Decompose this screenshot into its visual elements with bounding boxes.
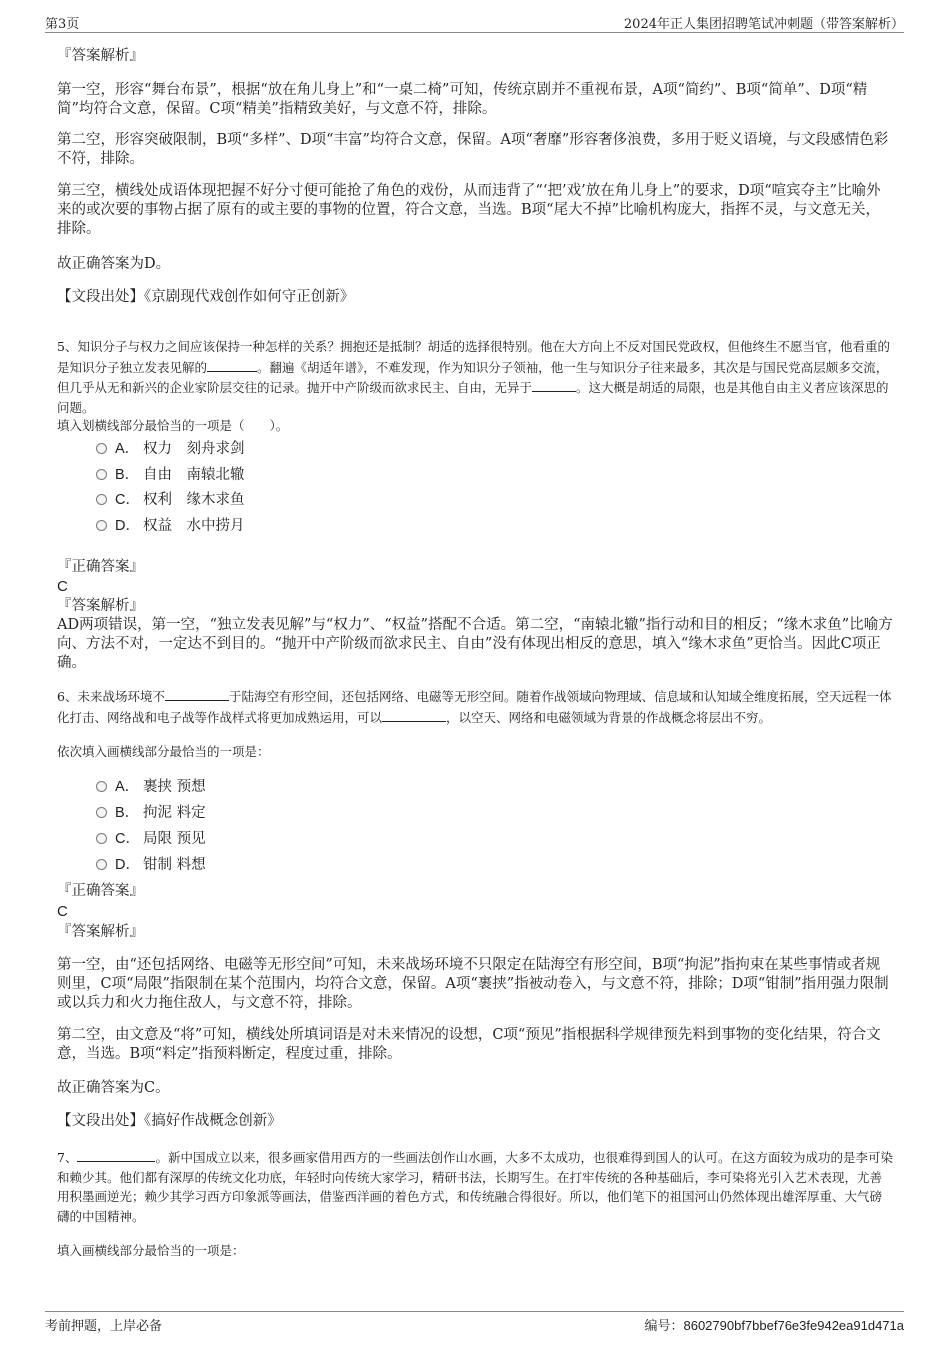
q5-analysis-label: 『答案解析』 [57, 598, 144, 614]
q5-stem [57, 337, 893, 417]
q6-option-a[interactable] [96, 777, 206, 797]
q6-analysis-p2: 第二空，由文意及“将”可知，横线处所填词语是对未来情况的设想，C项“预见”指根据科学规律预先料到事物的变化结果，符合文意，当选。B项“料定”指预料断定，程度过重，排除。 [57, 1027, 881, 1062]
page-number: 第3页 [45, 17, 80, 32]
q6-conclusion: 故正确答案为C。 [57, 1080, 170, 1096]
q5-blank-2 [532, 377, 576, 392]
q6-option-c[interactable] [96, 829, 206, 849]
radio-icon[interactable] [96, 443, 107, 454]
option-letter: A． [115, 441, 140, 457]
radio-icon[interactable] [96, 807, 107, 818]
q4-analysis-p3: 第三空，横线处成语体现把握不好分寸便可能抢了角色的戏份，从而违背了“‘把’戏’放在角儿身上”的要求，D项“喧宾夺主”比喻外来的或次要的事物占据了原有的或主要的事物的位置，符合文意，当选。B项“尾大不掉”比喻机构庞大，指挥不灵，与文意无关，排除。 [57, 183, 881, 237]
page-header [45, 12, 904, 33]
q6-blank-1 [165, 686, 229, 701]
q5-stem-part: 5、知识分子与权力之间应该保持一种怎样的关系？拥抱还是抵制？胡适的选择很特别。他在大方向上不反对国民党政权，但他终生不愿当官，他看重的是知识分子独立发表见解的 [57, 339, 890, 375]
q6-stem [57, 686, 893, 727]
option-letter: D． [115, 518, 140, 534]
q6-correct-label: 『正确答案』 [57, 883, 144, 899]
footer-slogan: 考前押题，上岸必备 [45, 1319, 163, 1334]
q6-source [57, 1112, 893, 1131]
q6-stem-part: ，以空天、网络和电磁领域为背景的作战概念将层出不穷。 [446, 709, 772, 725]
q4-analysis-p2: 第二空，形容突破限制，B项“多样”、D项“丰富”均符合文意，保留。A项“奢靡”形容奢侈浪费，多用于贬义语境，与文段感情色彩不符，排除。 [57, 132, 889, 167]
page-footer [45, 1311, 904, 1340]
q6-stem-part: 于陆海空有形空间，还包括网络、电磁等无形空间。随着作战领域向物理域、信息域和认知域全维度拓展，空天远程一体化打击、网络战和电子战等作战样式将更加成熟运用，可以 [57, 689, 892, 725]
q5-option-c[interactable] [96, 490, 245, 510]
q6-answer: C [57, 903, 68, 920]
q7-stem [57, 1147, 893, 1226]
option-text: 权力 刻舟求剑 [143, 441, 245, 457]
q7-stem-part: 。新中国成立以来，很多画家借用西方的一些画法创作山水画，大多不太成功，也很难得到国人的认可。在这方面较为成功的是李可染和赖少其。他们都有深厚的传统文化功底，年轻时向传统大家学习，精研书法，长期写生。在打牢传统的各种基础后，李可染将光引入艺术表现，尤善用积墨画逆光；赖少其学习西方印象派等画法，借鉴西洋画的着色方式，和传统融合得很好。所以，他们笔下的祖国河山仍然体现出雄浑厚重、大气磅礴的中国精神。 [57, 1150, 893, 1224]
radio-icon[interactable] [96, 494, 107, 505]
q4-analysis-p1: 第一空，形容“舞台布景”，根据“放在角儿身上”和“一桌二椅”可知，传统京剧并不重视布景，A项“简约”、B项“简单”、D项“精简”均符合文意，保留。C项“精美”指精致美好，与文意不符，排除。 [57, 82, 868, 117]
option-text: 拘泥 料定 [143, 805, 206, 821]
q7-stem-part: 7、 [57, 1150, 78, 1165]
option-letter: D． [115, 857, 140, 873]
option-letter: A． [115, 779, 140, 795]
q6-prompt: 依次填入画横线部分最恰当的一项是： [57, 744, 270, 759]
q5-option-b[interactable] [96, 465, 245, 485]
q7-blank [77, 1147, 155, 1162]
q5-analysis: AD两项错误，第一空，“独立发表见解”与“权力”、“权益”搭配不合适。第二空，“南辕北辙”指行动和目的相反；“缘木求鱼”比喻方向、方法不对，一定达不到目的。“抛开中产阶级而欲求民主、自由”没有体现出相反的意思，填入“缘木求鱼”更恰当。因此C项正确。 [57, 617, 893, 671]
q5-option-a[interactable] [96, 439, 245, 459]
q4-conclusion: 故正确答案为D。 [57, 256, 171, 272]
q5-stem-part: 。翻遍《胡适年谱》，不难发现，作为知识分子领袖，他一生与知识分子往来最多，其次是与国民党高层颇多交流，但几乎从无和新兴的企业家阶层交往的记录。抛开中产阶级而欲求民主、自由，无异于 [57, 359, 889, 395]
option-letter: B． [115, 467, 140, 483]
q7-prompt: 填入画横线部分最恰当的一项是： [57, 1243, 245, 1258]
q4-source [57, 288, 893, 307]
option-text: 权利 缘木求鱼 [143, 492, 245, 508]
option-text: 裹挟 预想 [143, 779, 206, 795]
q6-stem-part: 6、未来战场环境不 [57, 689, 165, 704]
q6-option-b[interactable] [96, 803, 206, 823]
option-text: 权益 水中捞月 [143, 518, 245, 534]
document-title: 2024年正人集团招聘笔试冲刺题（带答案解析） [623, 17, 904, 32]
radio-icon[interactable] [96, 859, 107, 870]
radio-icon[interactable] [96, 520, 107, 531]
option-letter: C． [115, 831, 140, 847]
q6-analysis-p1: 第一空，由“还包括网络、电磁等无形空间”可知，未来战场环境不只限定在陆海空有形空间，B项“拘泥”指拘束在某些事情或者规则里，C项“局限”指限制在某个范围内，均符合文意，保留。A项“裹挟”指被动卷入，与文意不符，排除；D项“钳制”指用强力限制或以兵力和火力拖住敌人，与文意不符，排除。 [57, 957, 889, 1011]
q6-blank-2 [382, 707, 446, 722]
option-text: 钳制 料想 [143, 857, 206, 873]
source-title: 《搞好作战概念创新》 [144, 1113, 282, 1129]
q6-option-d[interactable] [96, 855, 206, 875]
radio-icon[interactable] [96, 833, 107, 844]
document-id: 编号：8602790bf7bbef76e3fe942ea91d471a [644, 1318, 904, 1333]
option-letter: C． [115, 492, 140, 508]
q4-analysis-label: 『答案解析』 [57, 48, 144, 64]
source-label: 【文段出处】 [57, 1113, 144, 1129]
option-letter: B． [115, 805, 140, 821]
radio-icon[interactable] [96, 781, 107, 792]
q5-stem-part: 。这大概是胡适的局限，也是其他自由主义者应该深思的问题。 [57, 380, 889, 415]
q5-answer: C [57, 578, 68, 595]
q5-prompt: 填入划横线部分最恰当的一项是（ ）。 [57, 418, 289, 433]
q5-blank-1 [207, 357, 257, 372]
source-title: 《京剧现代戏创作如何守正创新》 [144, 289, 355, 305]
option-text: 自由 南辕北辙 [143, 467, 245, 483]
q5-option-d[interactable] [96, 516, 245, 536]
q6-analysis-label: 『答案解析』 [57, 924, 144, 940]
source-label: 【文段出处】 [57, 289, 144, 305]
option-text: 局限 预见 [143, 831, 206, 847]
q5-correct-label: 『正确答案』 [57, 559, 144, 575]
radio-icon[interactable] [96, 469, 107, 480]
